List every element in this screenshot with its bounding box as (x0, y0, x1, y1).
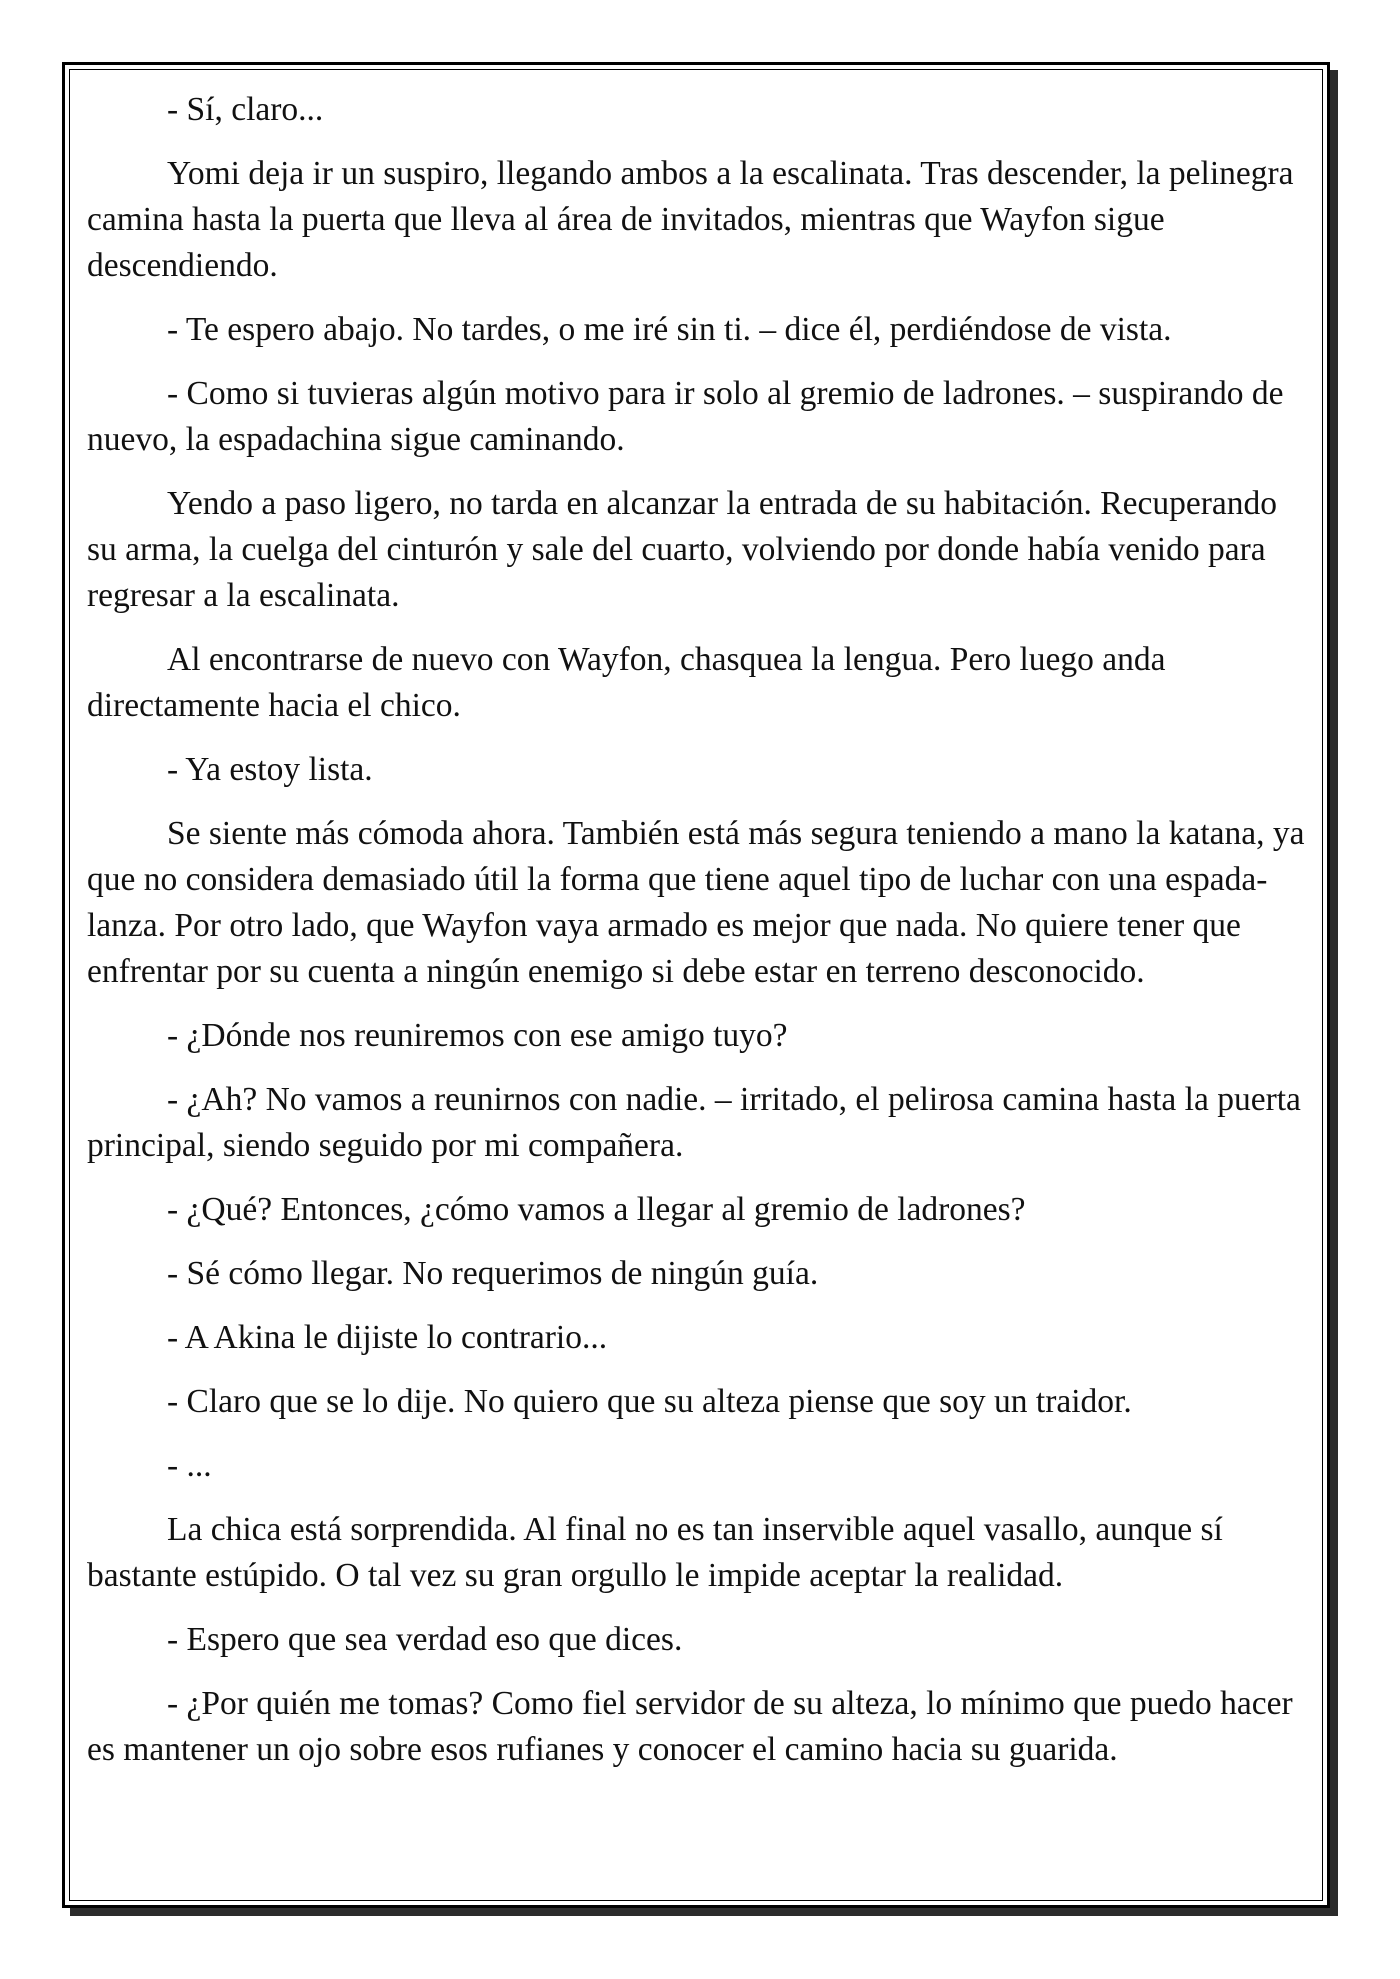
paragraph: Se siente más cómoda ahora. También está más segura teniendo a mano la katana, ya que no considera demasiado útil la forma que tiene aquel tipo de luchar con una espada-lanza. Por otro lado, que Wayfon vaya armado es mejor que nada. No quiere tener que enfrentar por su cuenta a ningún enemigo si debe estar en terreno desconocido. (87, 815, 1305, 990)
paragraph: - Como si tuvieras algún motivo para ir solo al gremio de ladrones. – suspirando de nuevo, la espadachina sigue caminando. (87, 375, 1284, 458)
paragraph: - Claro que se lo dije. No quiero que su alteza piense que soy un traidor. (167, 1383, 1132, 1420)
page-frame (62, 62, 1330, 1908)
paragraph: Al encontrarse de nuevo con Wayfon, chasquea la lengua. Pero luego anda directamente hacia el chico. (87, 641, 1166, 724)
paragraph: - A Akina le dijiste lo contrario... (167, 1319, 608, 1356)
paragraph: - ¿Qué? Entonces, ¿cómo vamos a llegar al gremio de ladrones? (167, 1191, 1026, 1228)
document-body (87, 87, 1305, 1791)
paragraph: Yendo a paso ligero, no tarda en alcanzar la entrada de su habitación. Recuperando su arma, la cuelga del cinturón y sale del cuarto, volviendo por donde había venido para regresar a la escalinata. (87, 485, 1278, 614)
paragraph: - Ya estoy lista. (167, 751, 373, 788)
paragraph: - ... (167, 1447, 212, 1484)
paragraph: - ¿Ah? No vamos a reunirnos con nadie. – irritado, el pelirosa camina hasta la puerta principal, siendo seguido por mi compañera. (87, 1081, 1301, 1164)
paragraph: - Espero que sea verdad eso que dices. (167, 1621, 683, 1658)
paragraph: - Sé cómo llegar. No requerimos de ningún guía. (167, 1255, 819, 1292)
paragraph: - ¿Dónde nos reuniremos con ese amigo tuyo? (167, 1017, 788, 1054)
paragraph: - ¿Por quién me tomas? Como fiel servidor de su alteza, lo mínimo que puedo hacer es mantener un ojo sobre esos rufianes y conocer el camino hacia su guarida. (87, 1685, 1293, 1768)
paragraph: Yomi deja ir un suspiro, llegando ambos a la escalinata. Tras descender, la pelinegra camina hasta la puerta que lleva al área de invitados, mientras que Wayfon sigue descendiendo. (87, 155, 1294, 284)
paragraph: - Te espero abajo. No tardes, o me iré sin ti. – dice él, perdiéndose de vista. (167, 311, 1172, 348)
paragraph: La chica está sorprendida. Al final no es tan inservible aquel vasallo, aunque sí bastante estúpido. O tal vez su gran orgullo le impide aceptar la realidad. (87, 1511, 1223, 1594)
paragraph: - Sí, claro... (167, 91, 324, 128)
